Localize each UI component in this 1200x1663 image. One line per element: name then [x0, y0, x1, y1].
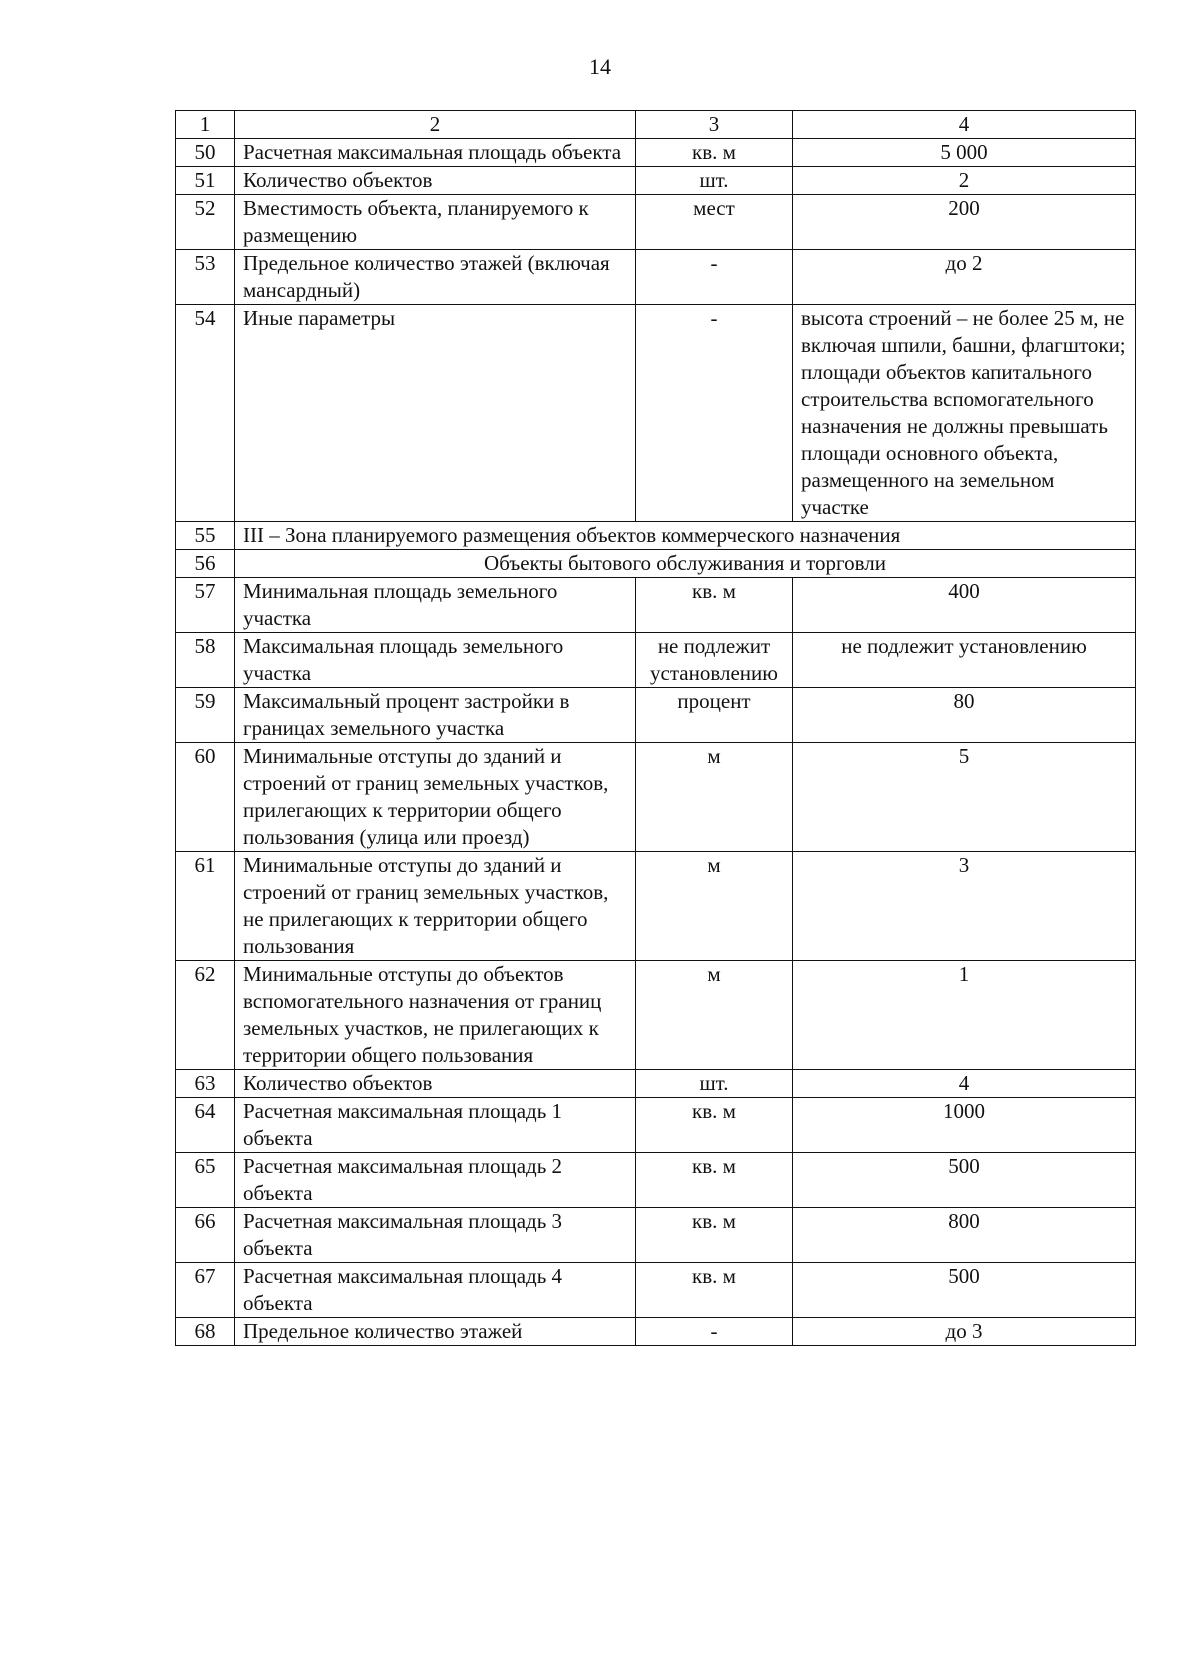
value-cell: 3 [793, 852, 1136, 961]
table-row [176, 633, 1136, 688]
parameter-name: Максимальный процент застройки в границах земельного участка [235, 688, 636, 743]
value-cell: 1000 [793, 1098, 1136, 1153]
value-cell: 2 [793, 167, 1136, 195]
row-number: 58 [176, 633, 235, 688]
table-row [176, 1153, 1136, 1208]
value-cell: не подлежит установлению [793, 633, 1136, 688]
value-cell: 500 [793, 1263, 1136, 1318]
unit-cell: шт. [636, 1070, 793, 1098]
parameter-name: Иные параметры [235, 305, 636, 522]
row-number: 53 [176, 250, 235, 305]
table-row [176, 550, 1136, 578]
row-number: 56 [176, 550, 235, 578]
table-row [176, 1318, 1136, 1346]
table-row [176, 1070, 1136, 1098]
parameter-name: Количество объектов [235, 167, 636, 195]
row-number: 67 [176, 1263, 235, 1318]
row-number: 68 [176, 1318, 235, 1346]
table-row [176, 305, 1136, 522]
unit-cell: кв. м [636, 1153, 793, 1208]
unit-cell: - [636, 1318, 793, 1346]
unit-cell: м [636, 852, 793, 961]
value-cell: 800 [793, 1208, 1136, 1263]
unit-cell: процент [636, 688, 793, 743]
unit-cell: кв. м [636, 1098, 793, 1153]
value-cell: 80 [793, 688, 1136, 743]
row-number: 54 [176, 305, 235, 522]
row-number: 57 [176, 578, 235, 633]
parameter-name: Предельное количество этажей [235, 1318, 636, 1346]
parameter-name: Минимальные отступы до объектов вспомогательного назначения от границ земельных участков, не прилегающих к территории общего пользования [235, 961, 636, 1070]
row-number: 60 [176, 743, 235, 852]
table-body [176, 111, 1136, 1346]
value-cell: до 3 [793, 1318, 1136, 1346]
table-header-row [176, 111, 1136, 139]
value-cell: 4 [793, 1070, 1136, 1098]
table-row [176, 688, 1136, 743]
row-number: 62 [176, 961, 235, 1070]
parameter-name: Минимальная площадь земельного участка [235, 578, 636, 633]
row-number: 64 [176, 1098, 235, 1153]
page-number: 14 [589, 54, 611, 79]
value-cell: высота строений – не более 25 м, не включая шпили, башни, флагштоки; площади объектов капитального строительства вспомогательного назначения не должны превышать площади основного объекта, размещенного на земельном участке [793, 305, 1136, 522]
unit-cell: м [636, 743, 793, 852]
column-header: 2 [235, 111, 636, 139]
row-number: 50 [176, 139, 235, 167]
table-row [176, 578, 1136, 633]
parameter-name: Количество объектов [235, 1070, 636, 1098]
value-cell: 200 [793, 195, 1136, 250]
table-row [176, 1208, 1136, 1263]
parameter-name: Предельное количество этажей (включая мансардный) [235, 250, 636, 305]
row-number: 55 [176, 522, 235, 550]
row-number: 65 [176, 1153, 235, 1208]
unit-cell: кв. м [636, 1263, 793, 1318]
unit-cell: мест [636, 195, 793, 250]
row-number: 51 [176, 167, 235, 195]
parameter-name: Вместимость объекта, планируемого к размещению [235, 195, 636, 250]
row-number: 59 [176, 688, 235, 743]
unit-cell: - [636, 250, 793, 305]
column-header: 1 [176, 111, 235, 139]
section-heading: III – Зона планируемого размещения объектов коммерческого назначения [235, 522, 1136, 550]
table-row [176, 250, 1136, 305]
table-row [176, 961, 1136, 1070]
value-cell: до 2 [793, 250, 1136, 305]
row-number: 52 [176, 195, 235, 250]
unit-cell: не подлежит установлению [636, 633, 793, 688]
table-row [176, 522, 1136, 550]
unit-cell: кв. м [636, 1208, 793, 1263]
section-heading: Объекты бытового обслуживания и торговли [235, 550, 1136, 578]
table-row [176, 743, 1136, 852]
parameters-table [175, 110, 1136, 1346]
value-cell: 5 000 [793, 139, 1136, 167]
unit-cell: кв. м [636, 578, 793, 633]
table-row [176, 139, 1136, 167]
parameter-name: Максимальная площадь земельного участка [235, 633, 636, 688]
unit-cell: - [636, 305, 793, 522]
column-header: 4 [793, 111, 1136, 139]
parameter-name: Расчетная максимальная площадь 2 объекта [235, 1153, 636, 1208]
parameter-name: Минимальные отступы до зданий и строений от границ земельных участков, прилегающих к территории общего пользования (улица или проезд) [235, 743, 636, 852]
parameter-name: Расчетная максимальная площадь 4 объекта [235, 1263, 636, 1318]
unit-cell: кв. м [636, 139, 793, 167]
value-cell: 400 [793, 578, 1136, 633]
parameter-name: Расчетная максимальная площадь объекта [235, 139, 636, 167]
row-number: 66 [176, 1208, 235, 1263]
row-number: 61 [176, 852, 235, 961]
table-row [176, 852, 1136, 961]
parameter-name: Расчетная максимальная площадь 1 объекта [235, 1098, 636, 1153]
value-cell: 1 [793, 961, 1136, 1070]
value-cell: 5 [793, 743, 1136, 852]
column-header: 3 [636, 111, 793, 139]
table-row [176, 1098, 1136, 1153]
unit-cell: шт. [636, 167, 793, 195]
value-cell: 500 [793, 1153, 1136, 1208]
row-number: 63 [176, 1070, 235, 1098]
table-row [176, 167, 1136, 195]
parameter-name: Расчетная максимальная площадь 3 объекта [235, 1208, 636, 1263]
table-row [176, 195, 1136, 250]
unit-cell: м [636, 961, 793, 1070]
parameter-name: Минимальные отступы до зданий и строений от границ земельных участков, не прилегающих к территории общего пользования [235, 852, 636, 961]
table-row [176, 1263, 1136, 1318]
